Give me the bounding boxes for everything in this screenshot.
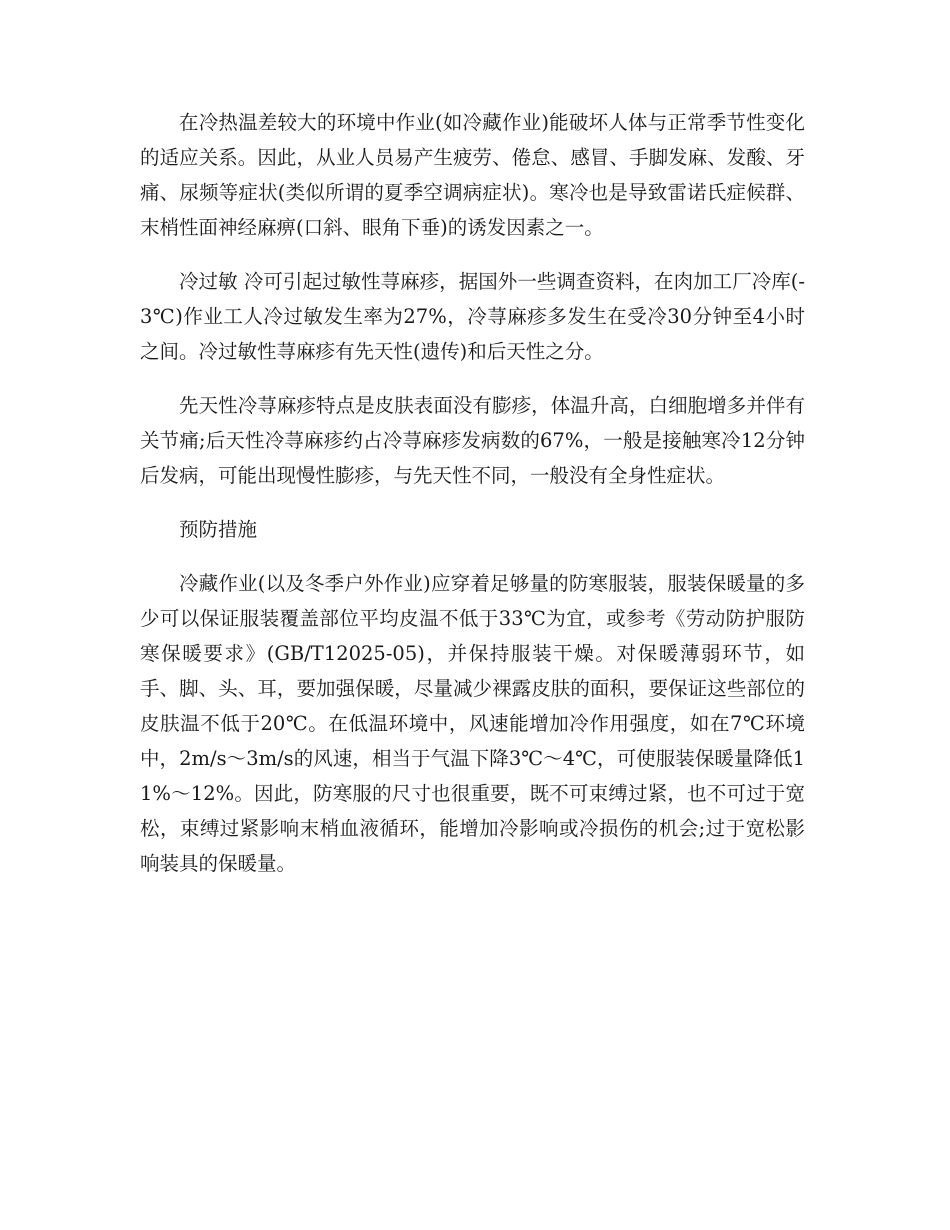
paragraph-congenital-urticaria: 先天性冷荨麻疹特点是皮肤表面没有膨疹，体温升高，白细胞增多并伴有关节痛;后天性冷荨麻疹约占冷荨麻疹发病数的67%，一般是接触寒冷12分钟后发病，可能出现慢性膨疹，与先天性不同，一般没有全身性症状。 [140, 394, 805, 487]
paragraph-cold-heat-difference: 在冷热温差较大的环境中作业(如冷藏作业)能破坏人体与正常季节性变化的适应关系。因此，从业人员易产生疲劳、倦怠、感冒、手脚发麻、发酸、牙痛、尿频等症状(类似所谓的夏季空调病症状)。寒冷也是导致雷诺氏症候群、末梢性面神经麻痹(口斜、眼角下垂)的诱发因素之一。 [140, 111, 805, 239]
paragraph-cold-allergy: 冷过敏 冷可引起过敏性荨麻疹，据国外一些调查资料，在肉加工厂冷库(-3℃)作业工人冷过敏发生率为27%，冷荨麻疹多发生在受冷30分钟至4小时之间。冷过敏性荨麻疹有先天性(遗传)和后天性之分。 [140, 270, 805, 363]
section-heading-prevention: 预防措施 [179, 518, 258, 541]
paragraph-prevention-measures: 冷藏作业(以及冬季户外作业)应穿着足够量的防寒服装，服装保暖量的多少可以保证服装覆盖部位平均皮温不低于33℃为宜，或参考《劳动防护服防寒保暖要求》(GB/T12025-05)，并保持服装干燥。对保暖薄弱环节，如手、脚、头、耳，要加强保暖，尽量减少裸露皮肤的面积，要保证这些部位的皮肤温不低于20℃。在低温环境中，风速能增加冷作用强度，如在7℃环境中，2m/s～3m/s的风速，相当于气温下降3℃～4℃，可使服装保暖量降低11%～12%。因此，防寒服的尺寸也很重要，既不可束缚过紧，也不可过于宽松，束缚过紧影响末梢血液循环，能增加冷影响或冷损伤的机会;过于宽松影响装具的保暖量。 [140, 572, 805, 875]
